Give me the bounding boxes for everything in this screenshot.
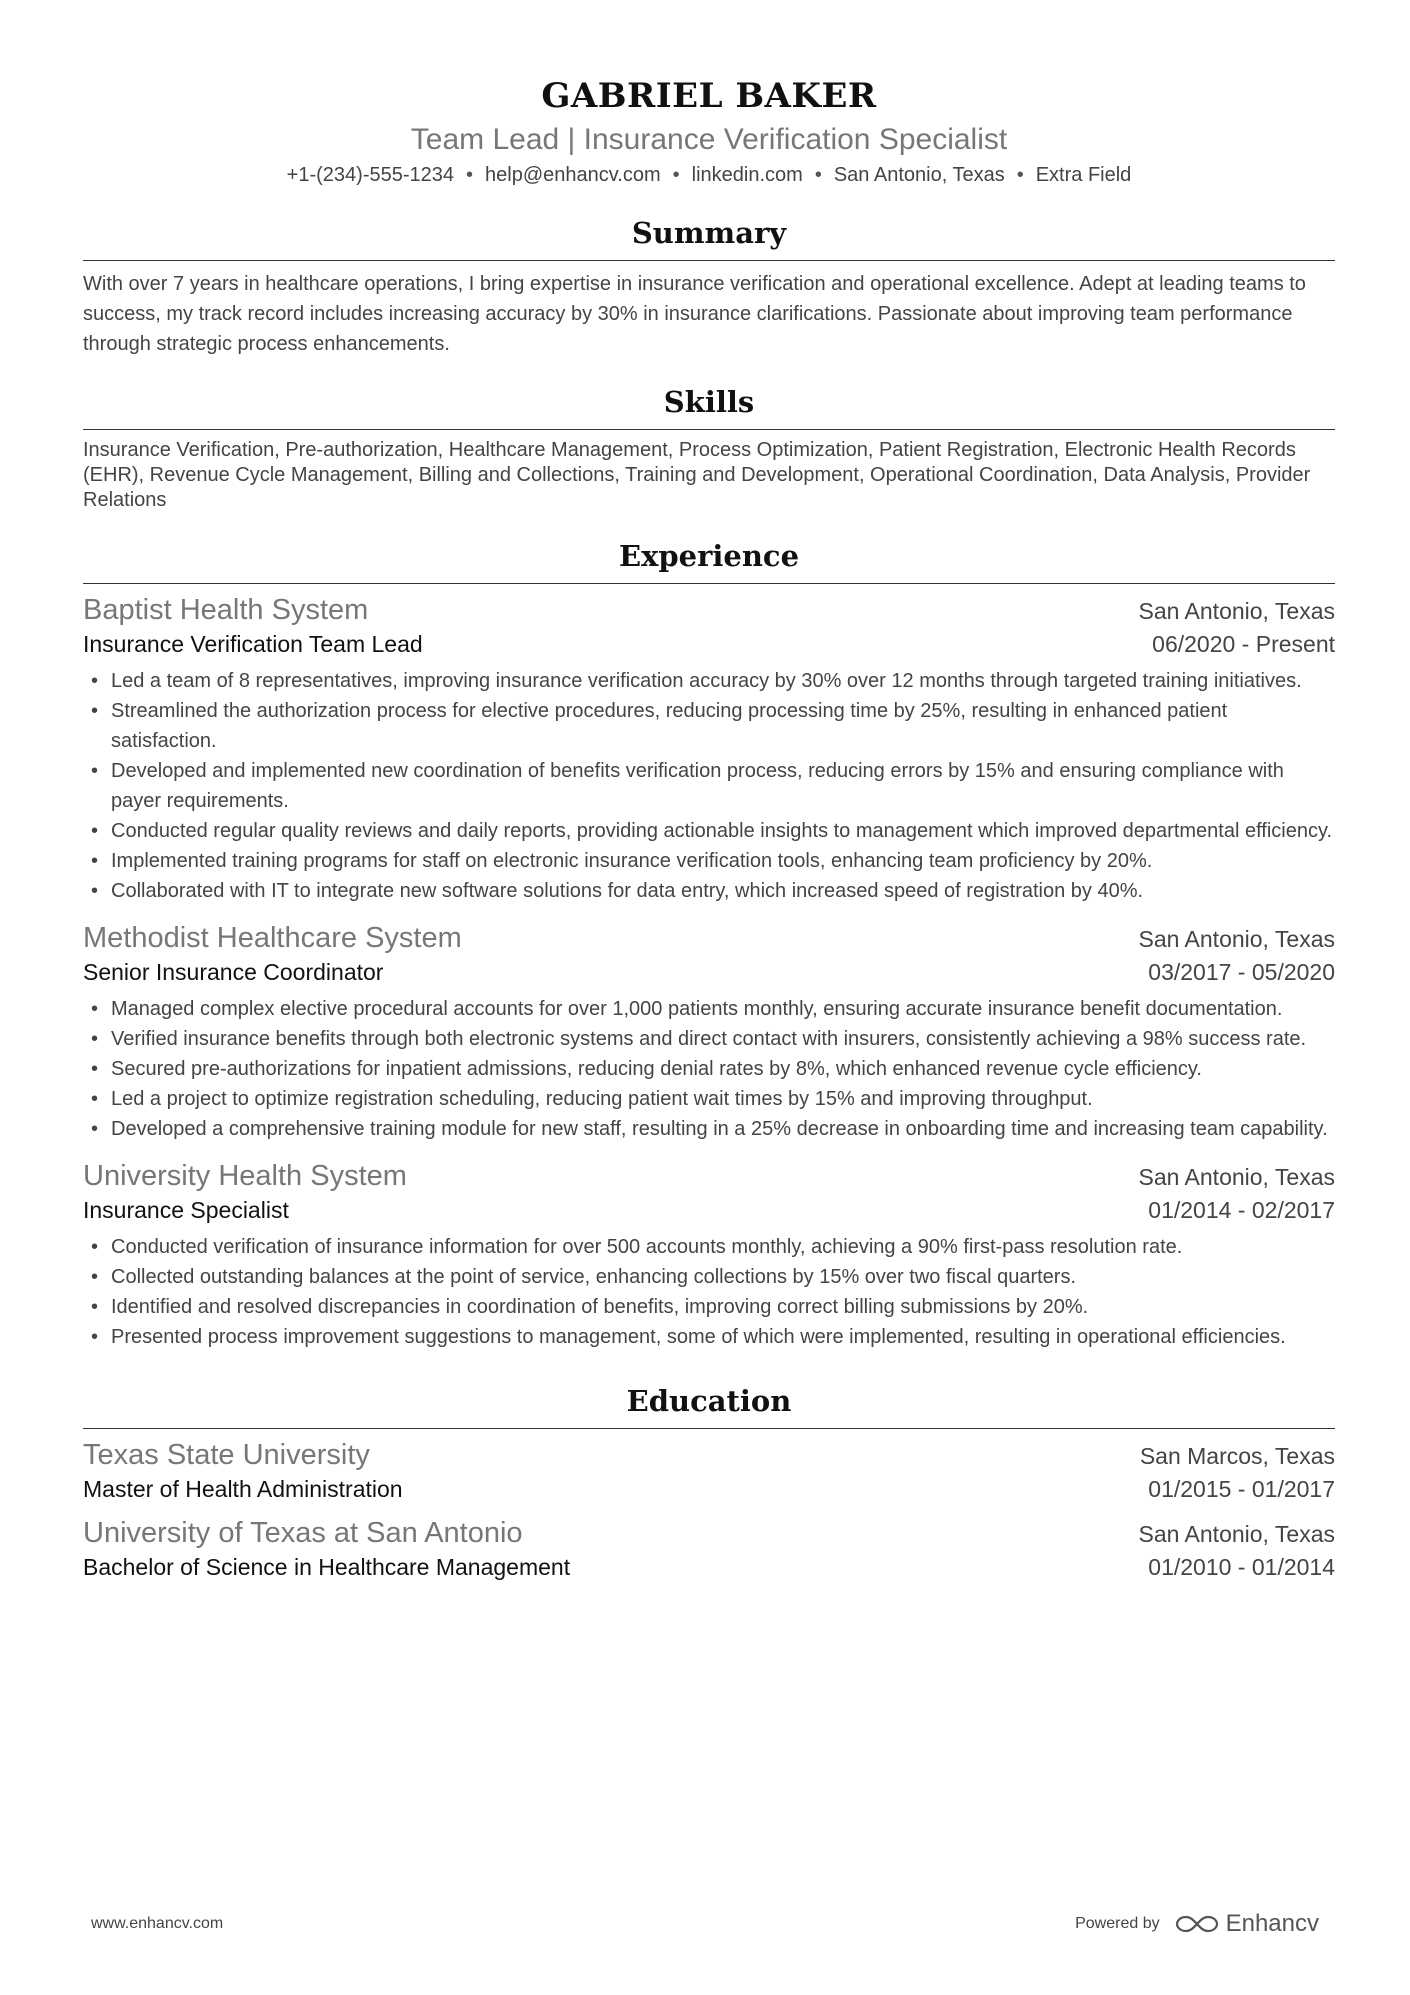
section-heading-skills: Skills <box>83 383 1335 430</box>
achievement-item: • Presented process improvement suggestions to management, some of which were implemented, resulting in operational efficiencies. <box>83 1322 1335 1352</box>
employer-name: Baptist Health System <box>83 594 369 626</box>
section-heading-education: Education <box>83 1382 1335 1429</box>
resume-page <box>83 70 1335 1583</box>
achievement-item: • Collaborated with IT to integrate new software solutions for data entry, which increased speed of registration by 40%. <box>83 876 1335 906</box>
powered-by-brand <box>1075 1910 1319 1938</box>
section-heading-experience: Experience <box>83 537 1335 584</box>
education-section <box>83 1382 1335 1583</box>
job-dates: 03/2017 - 05/2020 <box>1148 959 1335 985</box>
job-title: Senior Insurance Coordinator <box>83 959 384 985</box>
achievement-item: • Implemented training programs for staff on electronic insurance verification tools, enhancing team proficiency by 20%. <box>83 846 1335 876</box>
employer-location: San Antonio, Texas <box>1138 926 1335 952</box>
contact-phone: +1-(234)-555-1234 <box>286 164 455 186</box>
contact-line <box>83 160 1335 190</box>
enhancv-logo[interactable] <box>1174 1910 1319 1938</box>
experience-entry <box>83 920 1335 1144</box>
skills-text: Insurance Verification, Pre-authorization, Healthcare Management, Process Optimization, Patient Registration, Electronic Health Records (EHR), Revenue Cycle Management, Billing and Collections, Training and Development, Operational Coordination, Data Analysis, Provider Relations <box>83 439 1311 511</box>
achievement-list <box>83 994 1335 1144</box>
experience-entry <box>83 1158 1335 1352</box>
infinity-logo-icon <box>1174 1912 1220 1936</box>
separator-dot: • <box>814 164 822 186</box>
achievement-item: • Streamlined the authorization process for elective procedures, reducing processing time by 25%, resulting in enhanced patient satisfaction. <box>83 696 1335 756</box>
separator-dot: • <box>672 164 680 186</box>
achievement-list <box>83 666 1335 906</box>
education-entry <box>83 1515 1335 1583</box>
achievement-item: • Led a project to optimize registration scheduling, reducing patient wait times by 15% and improving throughput. <box>83 1084 1335 1114</box>
job-title: Insurance Verification Team Lead <box>83 631 423 657</box>
experience-entry <box>83 592 1335 906</box>
contact-location: San Antonio, Texas <box>833 164 1005 186</box>
achievement-item: • Developed a comprehensive training module for new staff, resulting in a 25% decrease in onboarding time and increasing team capability. <box>83 1114 1335 1144</box>
employer-location: San Antonio, Texas <box>1138 598 1335 624</box>
achievement-list <box>83 1232 1335 1352</box>
degree-name: Master of Health Administration <box>83 1476 403 1502</box>
achievement-item: • Conducted verification of insurance information for over 500 accounts monthly, achieving a 90% first-pass resolution rate. <box>83 1232 1335 1262</box>
school-name: Texas State University <box>83 1439 370 1471</box>
employer-location: San Antonio, Texas <box>1138 1164 1335 1190</box>
employer-name: Methodist Healthcare System <box>83 922 462 954</box>
section-heading-summary: Summary <box>83 214 1335 261</box>
powered-by-label: Powered by <box>1075 1915 1160 1932</box>
achievement-item: • Led a team of 8 representatives, improving insurance verification accuracy by 30% over 12 months through targeted training initiatives. <box>83 666 1335 696</box>
job-dates: 06/2020 - Present <box>1152 631 1335 657</box>
education-dates: 01/2010 - 01/2014 <box>1148 1554 1335 1580</box>
summary-section <box>83 214 1335 359</box>
achievement-item: • Verified insurance benefits through both electronic systems and direct contact with insurers, consistently achieving a 98% success rate. <box>83 1024 1335 1054</box>
achievement-item: • Developed and implemented new coordination of benefits verification process, reducing errors by 15% and ensuring compliance with payer requirements. <box>83 756 1335 816</box>
summary-text: With over 7 years in healthcare operations, I bring expertise in insurance verification and operational excellence. Adept at leading teams to success, my track record includes increasing accuracy by 30% in insurance clarifications. Passionate about improving team performance through strategic process enhancements. <box>83 273 1306 355</box>
achievement-item: • Collected outstanding balances at the point of service, enhancing collections by 15% over two fiscal quarters. <box>83 1262 1335 1292</box>
job-dates: 01/2014 - 02/2017 <box>1148 1197 1335 1223</box>
job-title: Insurance Specialist <box>83 1197 289 1223</box>
contact-extra-field: Extra Field <box>1035 164 1132 186</box>
achievement-item: • Managed complex elective procedural accounts for over 1,000 patients monthly, ensuring accurate insurance benefit documentation. <box>83 994 1335 1024</box>
contact-linkedin[interactable]: linkedin.com <box>691 164 803 186</box>
candidate-title: Team Lead | Insurance Verification Specialist <box>410 123 1008 156</box>
separator-dot: • <box>1016 164 1024 186</box>
candidate-name: GABRIEL BAKER <box>541 76 877 116</box>
separator-dot: • <box>466 164 474 186</box>
education-dates: 01/2015 - 01/2017 <box>1148 1476 1335 1502</box>
experience-section <box>83 537 1335 1352</box>
school-name: University of Texas at San Antonio <box>83 1517 523 1549</box>
skills-section <box>83 383 1335 513</box>
footer-site-link[interactable]: www.enhancv.com <box>91 1915 224 1932</box>
achievement-item: • Conducted regular quality reviews and daily reports, providing actionable insights to management which improved departmental efficiency. <box>83 816 1335 846</box>
education-entry <box>83 1437 1335 1505</box>
school-location: San Marcos, Texas <box>1139 1443 1335 1469</box>
page-footer <box>91 1910 1319 1938</box>
achievement-item: • Identified and resolved discrepancies in coordination of benefits, improving correct billing submissions by 20%. <box>83 1292 1335 1322</box>
contact-email[interactable]: help@enhancv.com <box>485 164 661 186</box>
achievement-item: • Secured pre-authorizations for inpatient admissions, reducing denial rates by 8%, which enhanced revenue cycle efficiency. <box>83 1054 1335 1084</box>
brand-name: Enhancv <box>1225 1910 1319 1937</box>
school-location: San Antonio, Texas <box>1138 1521 1335 1547</box>
employer-name: University Health System <box>83 1160 407 1192</box>
degree-name: Bachelor of Science in Healthcare Management <box>83 1554 571 1580</box>
